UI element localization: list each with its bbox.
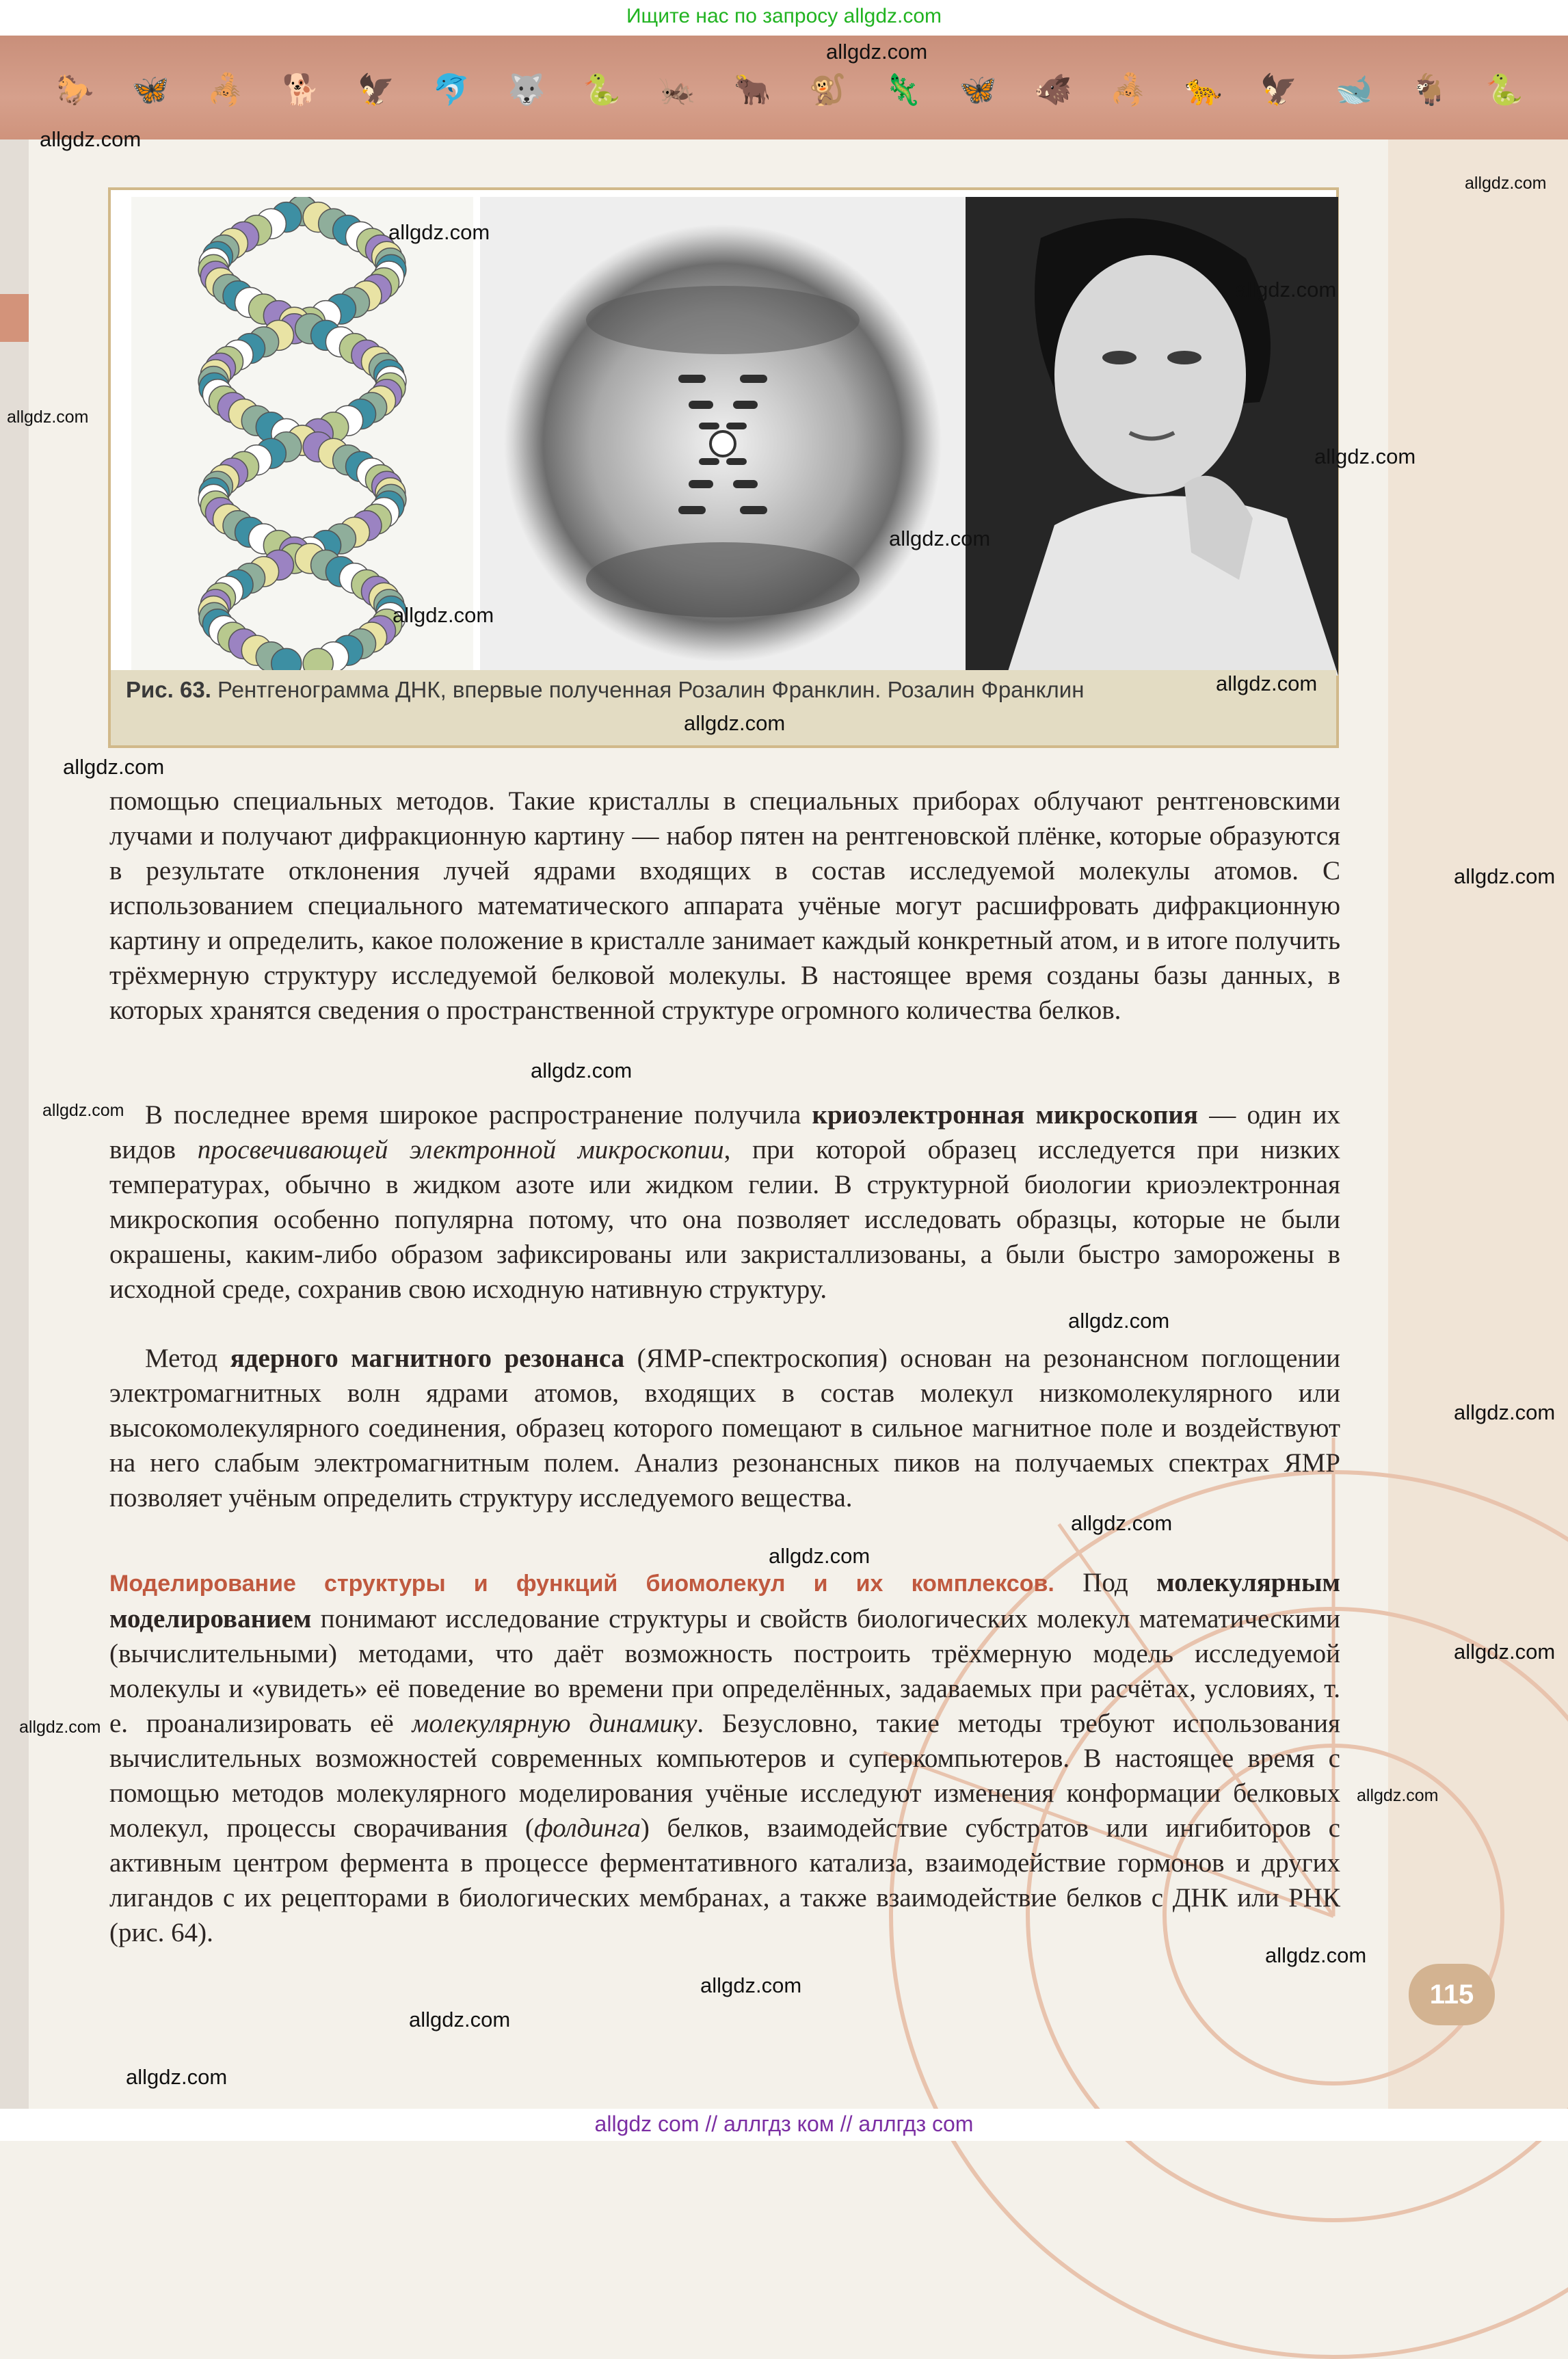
figure-caption-text: Рентгенограмма ДНК, впервые полученная Розалин Франклин. Розалин Франклин	[217, 677, 1085, 702]
page-number: 115	[1409, 1964, 1495, 2025]
animal-icon: 🐐	[1410, 72, 1448, 107]
term-nmr: ядерного магнитного резонанса	[230, 1344, 625, 1373]
animal-icon: 🐋	[1335, 72, 1373, 107]
watermark: allgdz.com	[1216, 671, 1318, 695]
watermark: allgdz.com	[1465, 174, 1547, 193]
animal-icon: 🐎	[56, 72, 94, 107]
animal-icon: 🐬	[432, 72, 470, 107]
animal-icon: 🦅	[357, 72, 395, 107]
animal-icon: 🦋	[959, 72, 997, 107]
watermark: allgdz.com	[1235, 278, 1337, 302]
watermark: allgdz.com	[769, 1544, 871, 1568]
paragraph-4-text-a: Под	[1054, 1568, 1157, 1597]
animal-icon: 🐕	[282, 72, 320, 107]
top-banner[interactable]: Ищите нас по запросу allgdz.com	[0, 0, 1568, 36]
watermark: allgdz.com	[1454, 1400, 1556, 1424]
rosalind-franklin-portrait	[966, 197, 1338, 676]
term-cryo-em: криоэлектронная микроскопия	[812, 1100, 1198, 1130]
animal-icon: 🐍	[1485, 72, 1524, 107]
paragraph-4-text-c: . Безусловно, такие методы требуют использования вычислительных возможностей современных компьютеров и суперкомпьютеров. В настоящее время с помощью методов молекулярного моделирования учёные исследуют изменения конформации белковых молекул, процессы сворачивания (	[109, 1709, 1340, 1843]
paragraph-1	[109, 784, 1340, 1028]
paragraph-3	[109, 1341, 1340, 1515]
term-molecular-modeling: молекулярным моделированием	[109, 1568, 1340, 1634]
watermark: allgdz.com	[7, 408, 89, 427]
animal-icon: 🐒	[808, 72, 847, 107]
animal-icon: 🦎	[883, 72, 922, 107]
animal-icon: 🐍	[583, 72, 621, 107]
paragraph-2-text-c: , при которой образец исследуется при низких температурах, обычно в жидком азоте или жидком гелии. В структурной биологии криоэлектронная микроскопия особенно популярна потому, что она позволяет исследовать образцы, которые не были окрашены, каким-либо образом зафиксированы или закристаллизованы, а были быстро заморожены в исходной среде, сохранив свою исходную нативную структуру.	[109, 1135, 1341, 1304]
figure-caption	[126, 674, 1288, 706]
paragraph-4	[109, 1565, 1340, 1950]
term-tem: просвечивающей электронной микроскопии	[197, 1135, 724, 1164]
watermark: allgdz.com	[684, 711, 786, 735]
paragraph-3-text-a: Метод	[145, 1344, 230, 1373]
left-margin-tab	[0, 294, 29, 342]
portrait-photo	[966, 197, 1338, 676]
watermark: allgdz.com	[1314, 444, 1416, 468]
animal-icon: 🦋	[131, 72, 170, 107]
watermark: allgdz.com	[1357, 1786, 1439, 1805]
animal-icon: 🐆	[1184, 72, 1223, 107]
watermark: allgdz.com	[1454, 1640, 1556, 1664]
figure-label: Рис. 63.	[126, 677, 211, 702]
term-molecular-dynamics: молекулярную динамику	[412, 1709, 697, 1738]
animal-icon: 🦗	[658, 72, 696, 107]
animal-silhouette-row	[55, 63, 1525, 118]
paragraph-2	[109, 1097, 1340, 1307]
bottom-footer[interactable]: allgdz com // аллгдз ком // аллгдз com	[0, 2109, 1568, 2141]
animal-icon: 🐂	[733, 72, 771, 107]
watermark: allgdz.com	[42, 1101, 124, 1120]
paragraph-2-text-a: В последнее время широкое распространение получила	[145, 1100, 812, 1130]
animal-icon: 🦅	[1260, 72, 1298, 107]
animal-icon: 🦂	[207, 72, 245, 107]
left-margin	[0, 139, 29, 2141]
watermark: allgdz.com	[889, 527, 991, 550]
paragraph-4-text-b: понимают исследование структуры и свойств биологических молекул математическими (вычислительными) методами, что даёт возможность построить трёхмерную модель исследуемой молекулы и «увидеть» её поведение во времени при определённых, задаваемых при расчётах, условиях, т. е. проанализировать её	[109, 1604, 1340, 1738]
xray-diffraction-image	[480, 197, 972, 676]
watermark: allgdz.com	[126, 2065, 228, 2089]
watermark: allgdz.com	[1071, 1511, 1173, 1535]
paragraph-4-text-d: ) белков, взаимодействие субстратов или ингибиторов с активным центром фермента в процессе ферментативного катализа, взаимодействие гормонов и других лигандов с их рецепторами в биологических мембранах, а также взаимодействие белков с ДНК или РНК (рис. 64).	[109, 1813, 1340, 1947]
figure-63	[108, 187, 1339, 748]
watermark: allgdz.com	[409, 2008, 511, 2031]
watermark: allgdz.com	[531, 1058, 633, 1082]
watermark: allgdz.com	[19, 1718, 101, 1737]
paragraph-1-text: помощью специальных методов. Такие кристаллы в специальных приборах облучают рентгеновскими лучами и получают дифракционную картину — набор пятен на рентгеновской плёнке, которые образуются в результате отклонения лучей ядрами входящих в состав исследуемой молекулы атомов. С использованием специального математического аппарата учёные могут расшифровать дифракционную картину и определить, какое положение в кристалле занимает каждый конкретный атом, и в итоге получить трёхмерную структуру исследуемой белковой молекулы. В настоящее время созданы базы данных, в которых хранятся сведения о пространственной структуре огромного количества белков.	[109, 786, 1340, 1025]
watermark: allgdz.com	[1068, 1309, 1170, 1333]
animal-icon: 🦂	[1109, 72, 1147, 107]
dna-xray-photo	[480, 197, 972, 676]
paragraph-3-text-b: (ЯМР-спектроскопия) основан на резонансном поглощении электромагнитных волн ядрами атомов, входящих в состав молекул низкомолекулярного или высокомолекулярного соединения, образец которого помещают в сильное магнитное поле и воздействуют на него слабым электромагнитным полем. Анализ резонансных пиков на получаемых спектрах ЯМР позволяет учёным определить структуру исследуемого вещества.	[109, 1344, 1340, 1512]
watermark: allgdz.com	[63, 755, 165, 779]
animal-icon: 🐗	[1034, 72, 1072, 107]
paragraph-2-text-b: — один их видов	[109, 1100, 1340, 1164]
section-heading: Моделирование структуры и функций биомолекул и их комплексов.	[109, 1571, 1054, 1597]
watermark: allgdz.com	[40, 127, 142, 151]
watermark: allgdz.com	[826, 40, 928, 64]
watermark: allgdz.com	[1454, 864, 1556, 888]
term-folding: фолдинга	[533, 1813, 641, 1843]
animal-icon: 🐺	[507, 72, 546, 107]
watermark: allgdz.com	[393, 603, 494, 627]
watermark: allgdz.com	[700, 1973, 802, 1997]
watermark: allgdz.com	[1265, 1943, 1367, 1967]
watermark: allgdz.com	[388, 220, 490, 244]
